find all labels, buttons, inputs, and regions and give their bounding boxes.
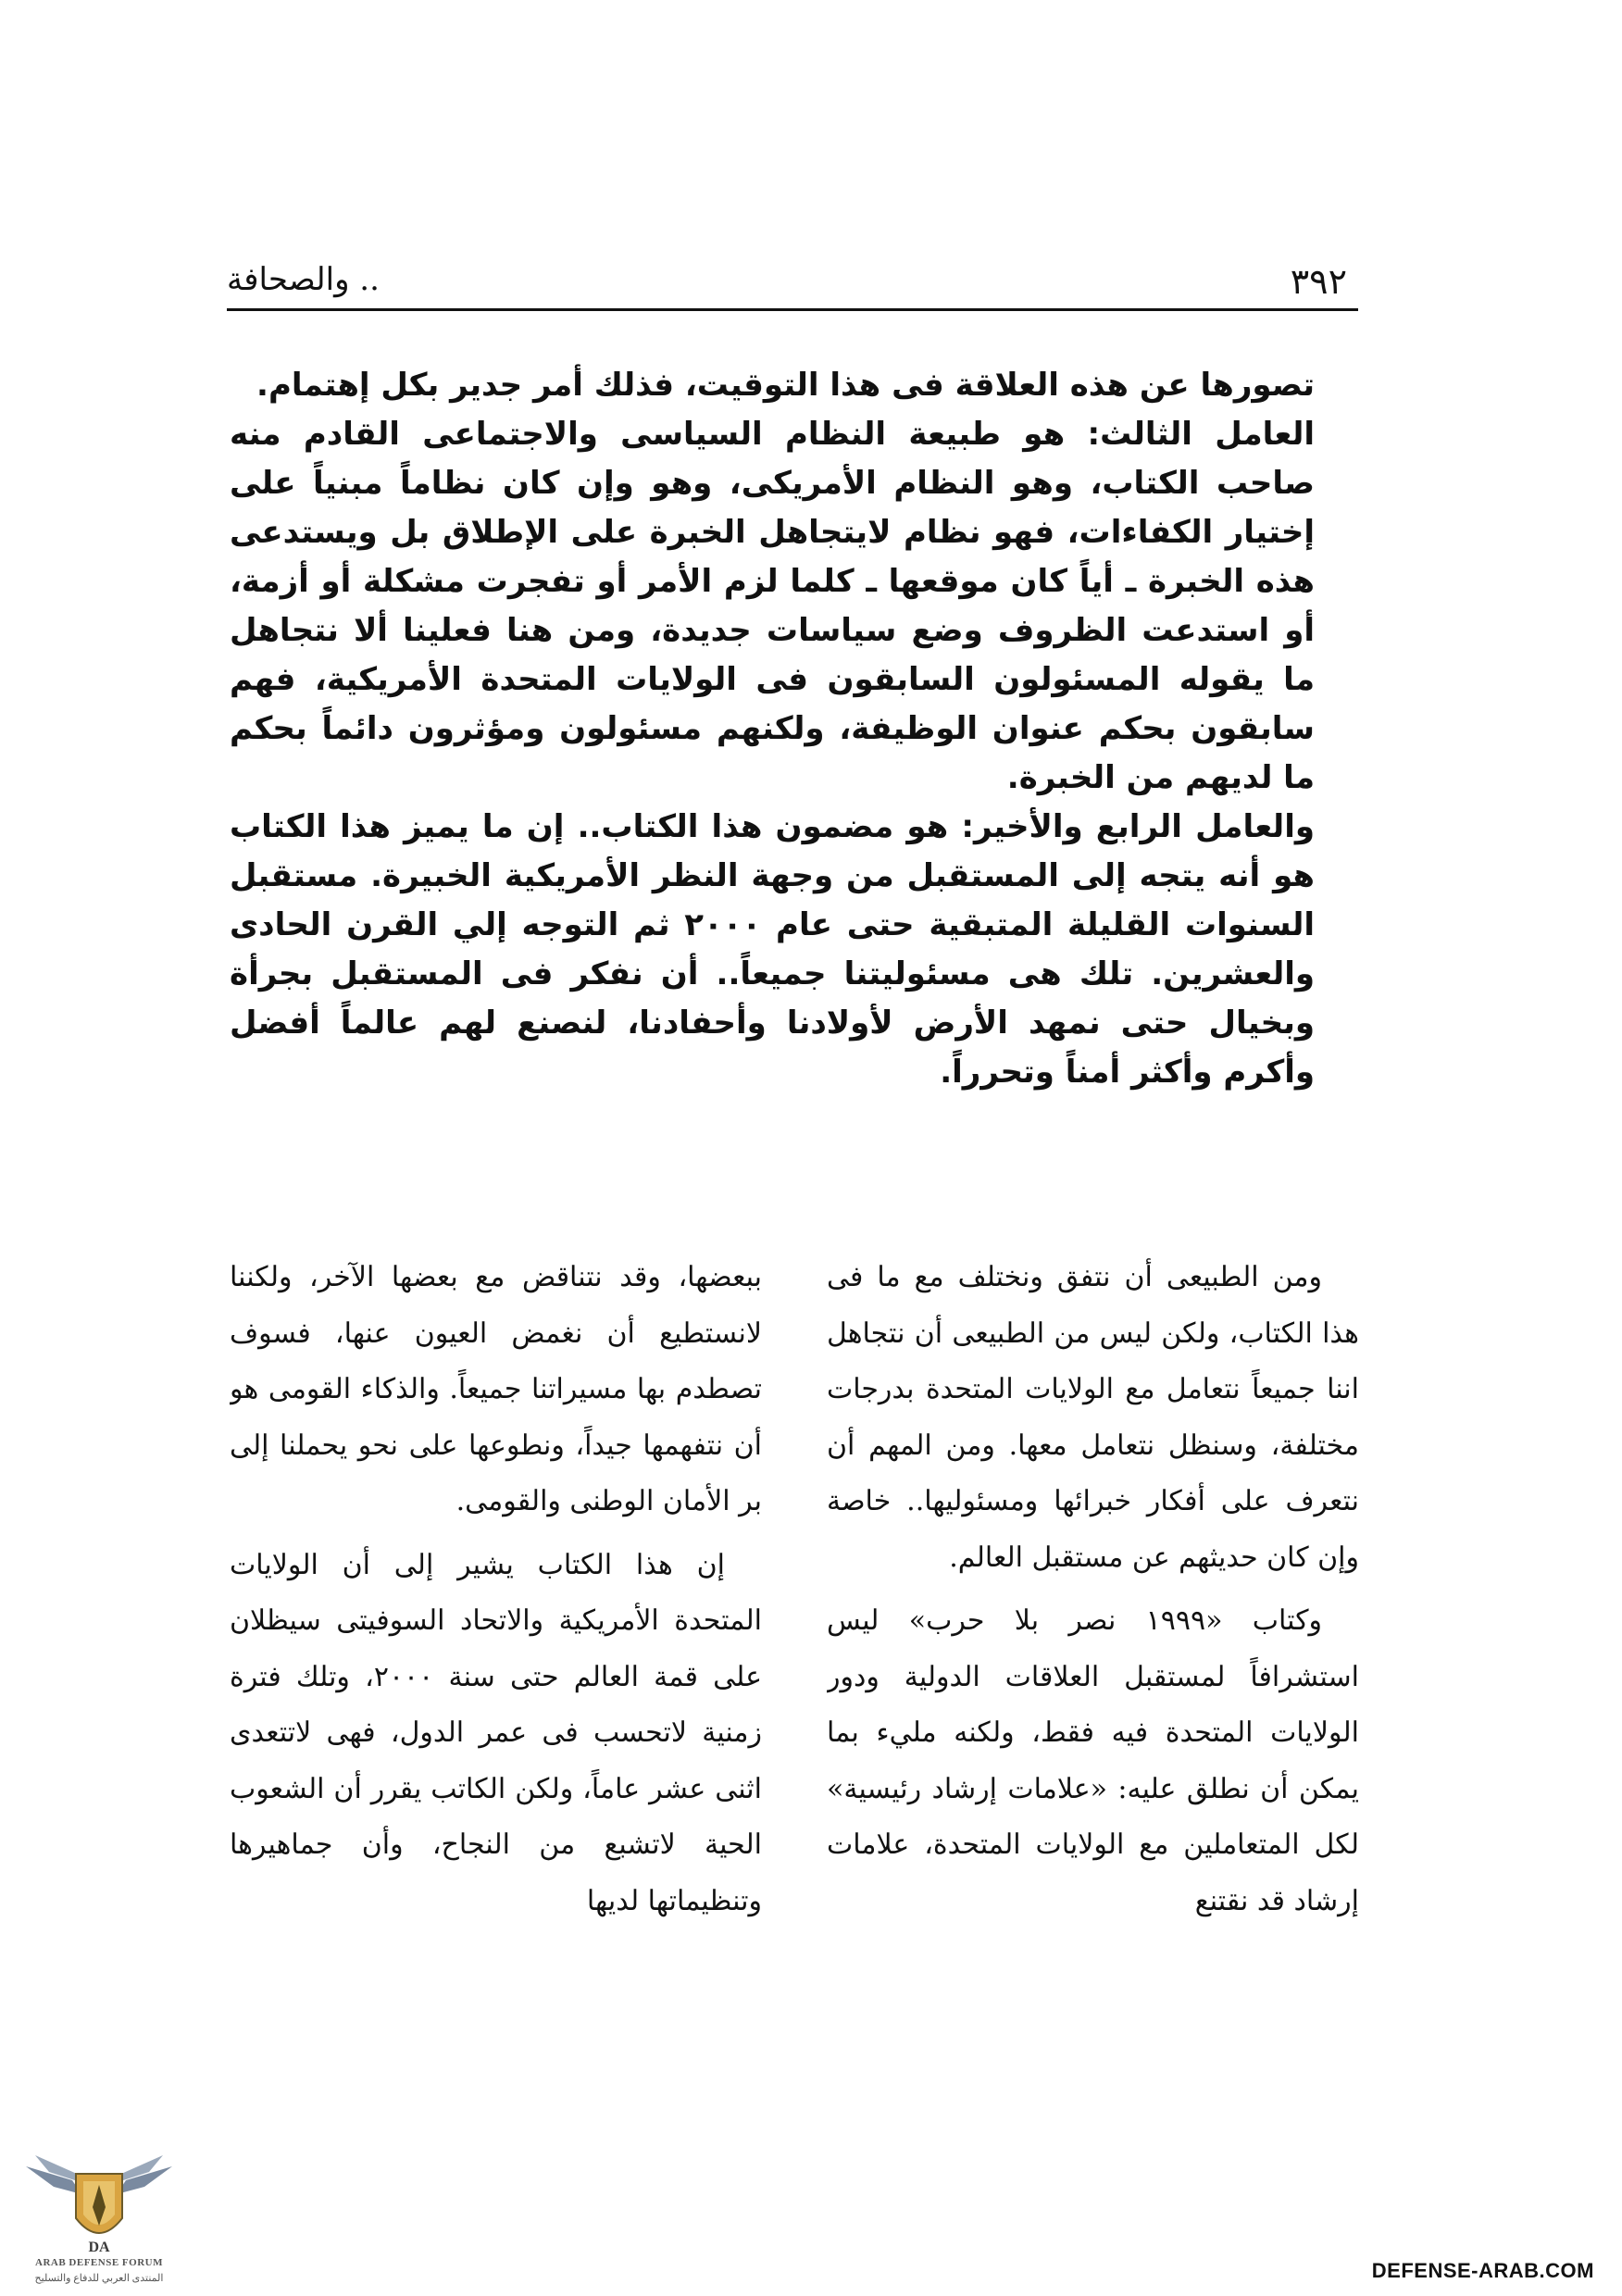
main-text-block — [230, 361, 1315, 1231]
site-watermark: DEFENSE-ARAB.COM — [1371, 2259, 1594, 2282]
left-column-paragraph-2: إن هذا الكتاب يشير إلى أن الولايات المتحدة الأمريكية والاتحاد السوفيتى سيظلان على قمة العالم حتى سنة ٢٠٠٠، وتلك فترة زمنية لاتحسب فى عمر الدول، فهى لاتتعدى اثنى عشر عاماً، ولكن الكاتب يقرر أن الشعوب الحية لاتشبع من النجاح، وأن جماهيرها وتنظيماتها لديها — [230, 1548, 762, 1917]
main-paragraph-1: تصورها عن هذه العلاقة فى هذا التوقيت، فذلك أمر جدير بكل إهتمام. — [256, 367, 1315, 404]
running-head: .. والصحافة — [227, 261, 380, 298]
right-column-paragraph-2: وكتاب «١٩٩٩ نصر بلا حرب» ليس استشرافاً لمستقبل العلاقات الدولية ودور الولايات المتحدة فيه فقط، ولكنه مليء بما يمكن أن نطلق عليه: «علامات إرشاد رئيسية» لكل المتعاملين مع الولايات المتحدة، علامات إرشاد قد نقتنع — [827, 1604, 1359, 1917]
logo-name-en: ARAB DEFENSE FORUM — [35, 2257, 163, 2268]
main-paragraph-3: والعامل الرابع والأخير: هو مضمون هذا الكتاب.. إن ما يميز هذا الكتاب هو أنه يتجه إلى المستقبل من وجهة النظر الأمريكية الخبيرة. مستقبل السنوات القليلة المتبقية حتى عام ٢٠٠٠ ثم التوجه إلي القرن الحادى والعشرين. تلك هى مسئوليتنا جميعاً.. أن نفكر فى المستقبل بجرأة وبخيال حتى نمهد الأرض لأولادنا وأحفادنا، لنصنع لهم عالماً أفضل وأكرم وأكثر أمناً وتحرراً. — [230, 808, 1315, 1091]
left-column-paragraph-1: ببعضها، وقد نتناقض مع بعضها الآخر، ولكننا لانستطيع أن نغمض العيون عنها، فسوف تصطدم بها مسيراتنا جميعاً. والذكاء القومى هو أن نتفهمها جيداً، ونطوعها على نحو يحملنا إلى بر الأمان الوطنى والقومى. — [230, 1261, 762, 1517]
logo-name-ar: المنتدى العربي للدفاع والتسليح — [34, 2273, 164, 2284]
main-paragraph-2: العامل الثالث: هو طبيعة النظام السياسى والاجتماعى القادم منه صاحب الكتاب، وهو النظام الأمريكى، وهو وإن كان نظاماً مبنياً على إختيار الكفاءات، فهو نظام لايتجاهل الخبرة على الإطلاق بل ويستدعى هذه الخبرة ـ أياً كان موقعها ـ كلما لزم الأمر أو تفجرت مشكلة أو أزمة، أو استدعت الظروف وضع سياسات جديدة، ومن هنا فعلينا ألا نتجاهل ما يقوله المسئولون السابقون فى الولايات المتحدة الأمريكية، فهم سابقون بحكم عنوان الوظيفة، ولكنهم مسئولون ومؤثرون دائماً بحكم ما لديهم من الخبرة. — [230, 416, 1315, 796]
header-rule — [227, 308, 1358, 311]
page-number: ٣٩٢ — [1290, 261, 1347, 302]
logo-monogram: DA — [88, 2240, 110, 2255]
left-column — [230, 1250, 762, 2102]
right-column-paragraph-1: ومن الطبيعى أن نتفق ونختلف مع ما فى هذا الكتاب، ولكن ليس من الطبيعى أن نتجاهل اننا جميعاً نتعامل مع الولايات المتحدة بدرجات مختلفة، وسنظل نتعامل معها. ومن المهم أن نتعرف على أفكار خبرائها ومسئوليها.. خاصة وإن كان حديثهم عن مستقبل العالم. — [827, 1261, 1359, 1574]
two-column-section — [230, 1250, 1359, 2102]
page-header — [227, 261, 1356, 302]
right-column — [827, 1250, 1359, 2102]
